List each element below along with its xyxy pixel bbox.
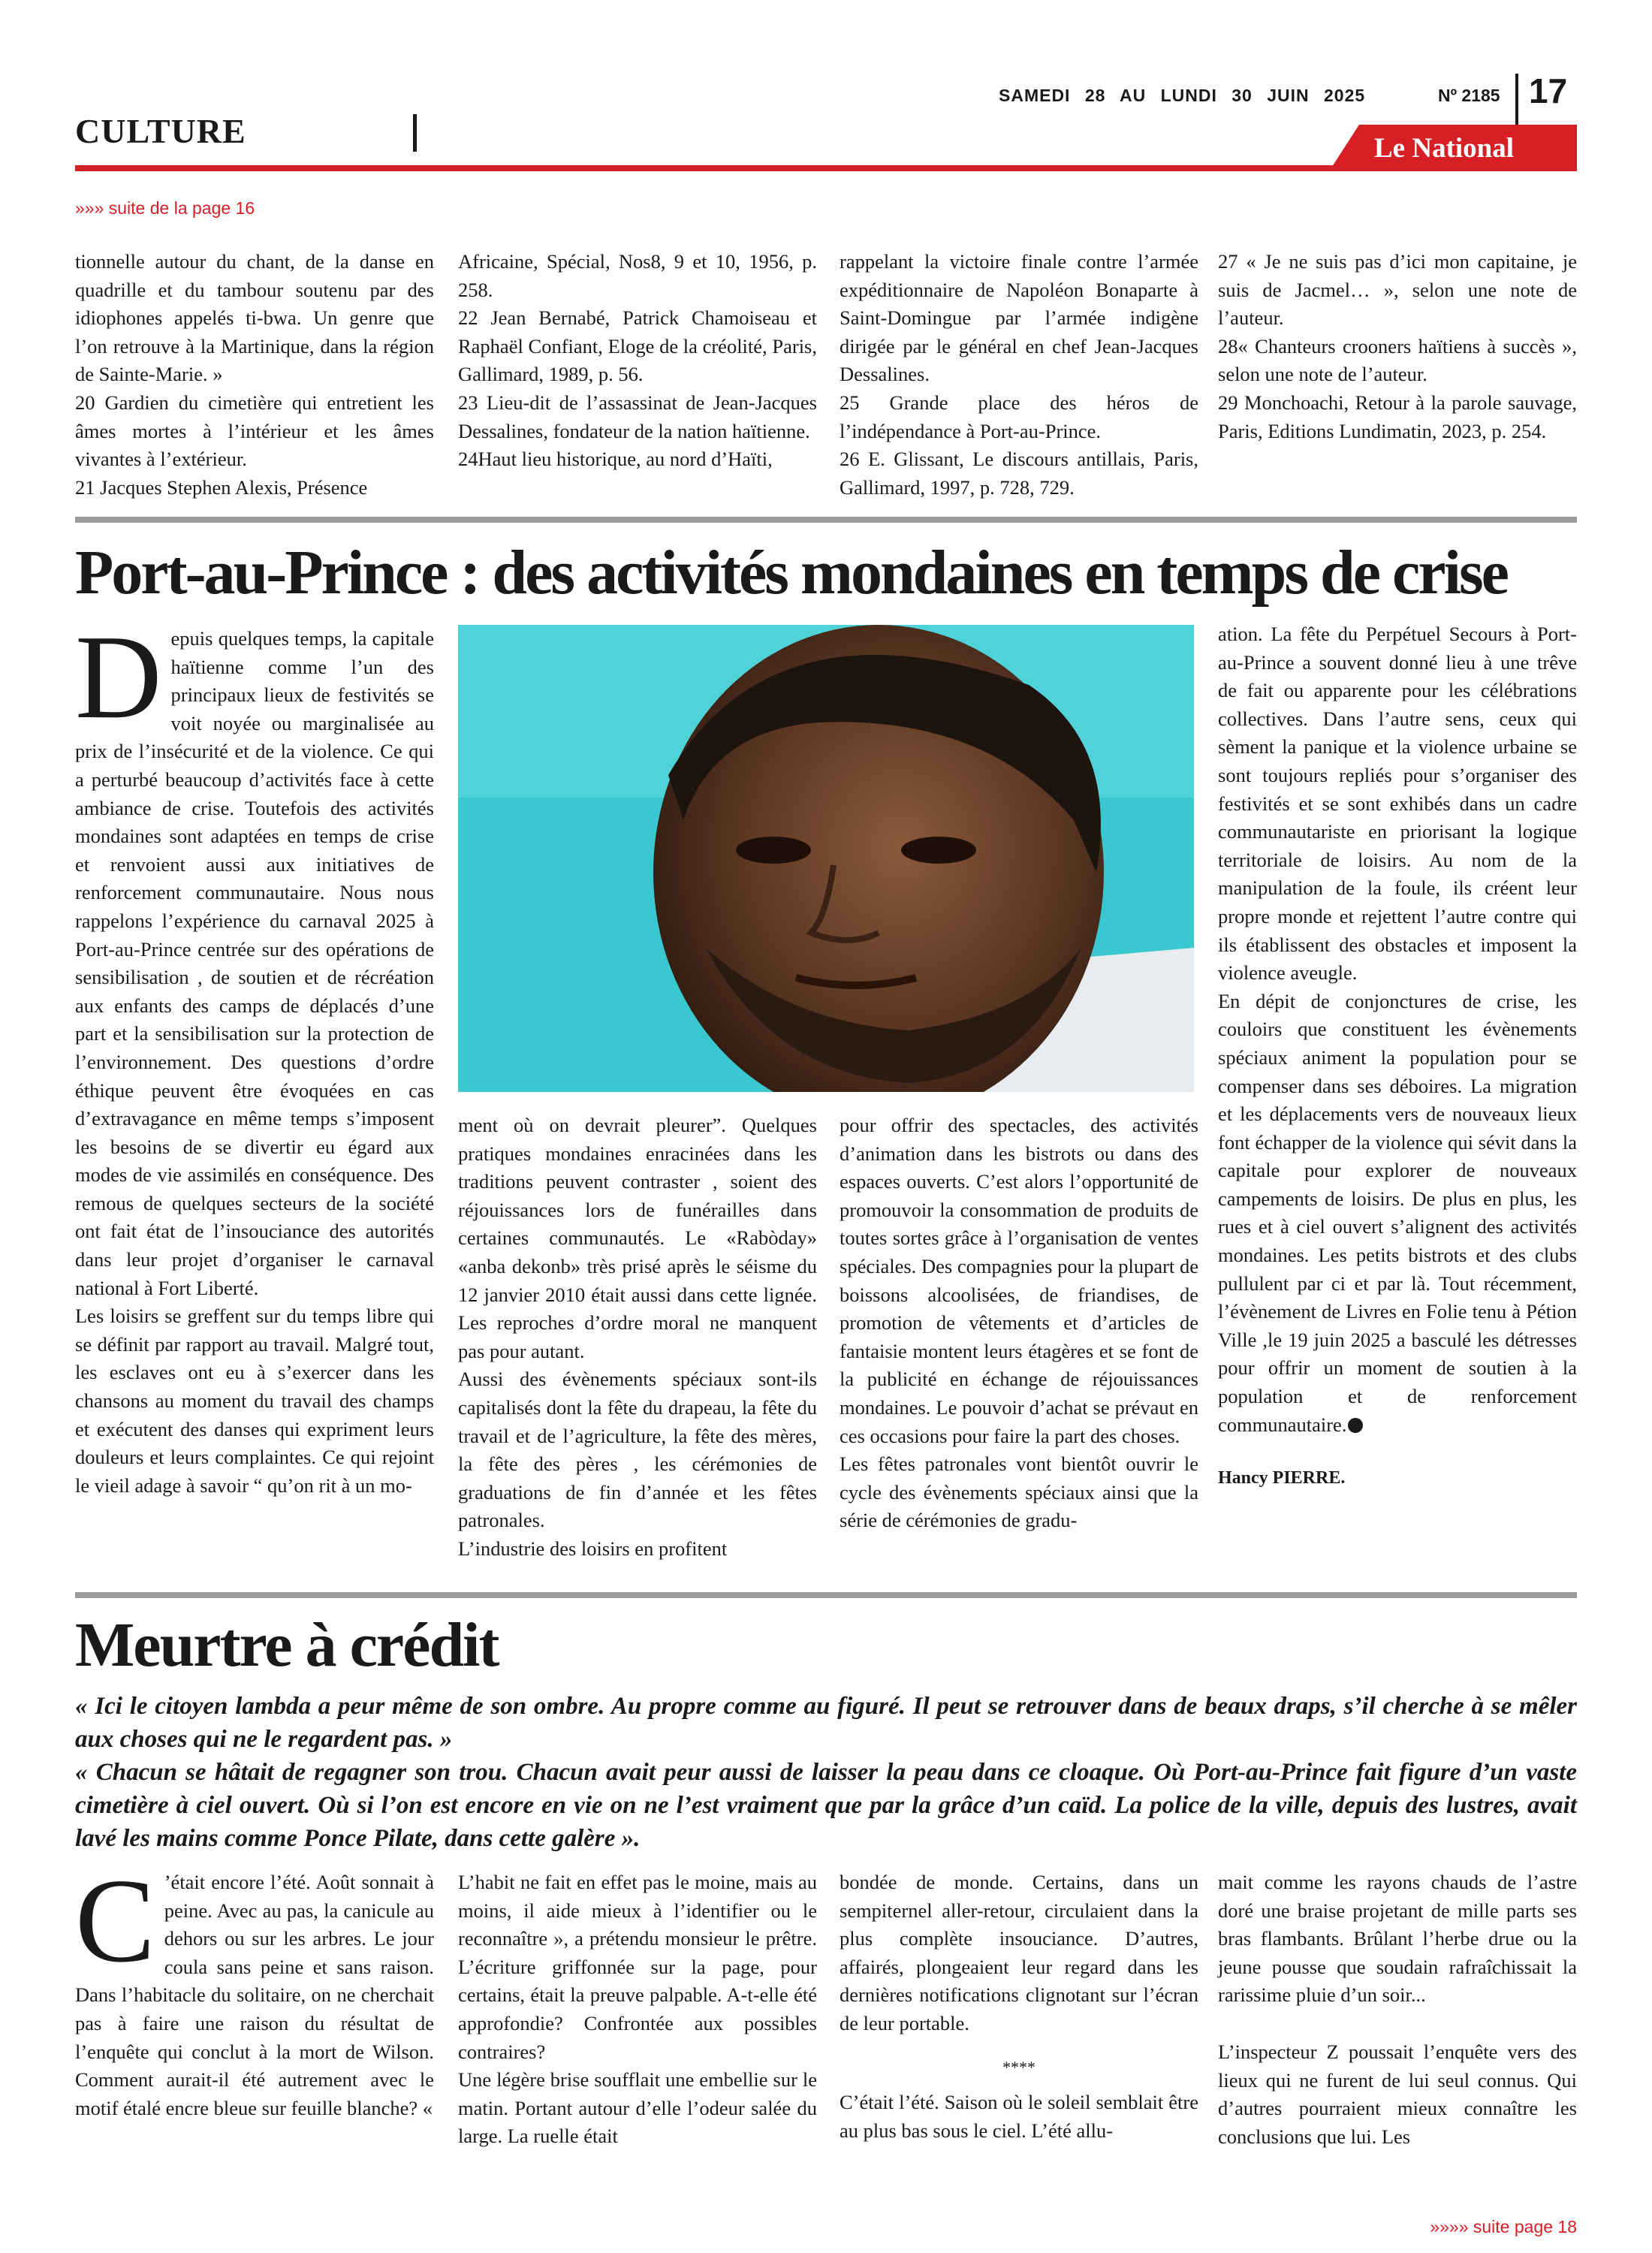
portrait-photo-image <box>458 625 1194 1092</box>
note-paragraph: 25 Grande place des héros de l’indépendance à Port-au-Prince. <box>840 391 1198 442</box>
portrait-photo <box>458 625 1194 1092</box>
article-paragraph: ’était encore l’été. Août sonnait à peine. Avec au pas, la canicule au dehors ou sur les arbres. Le jour coula sans peine et sans raison. Dans l’habitacle du solitaire, on ne cherchait pas à faire une raison du résultat de l’enquête qui conclut à la mort de Wilson. Comment aurait-il été autrement avec le motif étalé encre bleue sur feuille blanche? « <box>75 1871 434 2119</box>
article-paragraph: Aussi des évènements spéciaux sont-ils capitalisés dont la fête du drapeau, la fête du travail et de l’agriculture, la fête des mères, la fête des pères , les cérémonies de graduations de fin d’année et les fêtes patronales. <box>458 1368 817 1532</box>
article-paragraph: En dépit de conjonctures de crise, les couloirs que constituent les évènements spéciaux animent la population pour se compenser dans ses déboires. La migration et les déplacements vers de nouveaux lieux font échapper de la violence qui sévit dans la capitale pour explorer de nouveaux campements de loisirs. De plus en plus, les rues et à ciel ouvert s’alignent des activités mondaines. Les petits bistrots et des clubs pullulent par ci et par là. Tout récemment, l’évènement de Livres en Folie tenu à Pétion Ville ,le 19 juin 2025 a basculé les détresses pour offrir un moment de soutien à la population et de renforcement communautaire. <box>1218 989 1577 1436</box>
article-paragraph: epuis quelques temps, la capitale haïtienne comme l’un des principaux lieux de festivités se voit noyée ou marginalisée au prix de l’insécurité et de la violence. Ce qui a perturbé beaucoup d’activités face à cette ambiance de crise. Toutefois des activités mondaines sont adaptées en temps de crise et renvoient aussi aux initiatives de renforcement communautaire. Nous nous rappelons l’expérience du carnaval 2025 à Port-au-Prince centrée sur des opérations de sensibilisation , de soutien et de récréation aux enfants des camps de déplacés d’une part et la sensibilisation sur la protection de l’environnement. Des questions d’ordre éthique peuvent être évoquées en cas d’extravagance en même temps s’imposent les besoins de se divertir eu égard aux modes de vie assimilés en conséquence. Des remous de quelques secteurs de la société ont fait état de l’insouciance des autorités dans leur projet d’organiser le carnaval national à Fort Liberté. <box>75 627 434 1299</box>
article2-column-3 <box>840 1868 1198 2145</box>
article-paragraph: Une légère brise soufflait une embellie sur le matin. Portant autour d’elle l’odeur salée du large. La ruelle était <box>458 2068 817 2148</box>
continued-from-link[interactable]: »»» suite de la page 16 <box>75 198 255 218</box>
section-name: CULTURE <box>75 112 246 150</box>
article-paragraph: L’industrie des loisirs en profitent <box>458 1537 728 1560</box>
notes-column-4 <box>1218 248 1577 445</box>
article2-column-4 <box>1218 1868 1577 2151</box>
issue-number: Nº 2185 <box>1438 86 1500 105</box>
article-paragraph: Les fêtes patronales vont bientôt ouvrir le cycle des évènements spéciaux ainsi que la série de cérémonies de gradu- <box>840 1452 1198 1532</box>
section-break-stars: **** <box>1002 2057 1036 2077</box>
article-author: Hancy PIERRE. <box>1218 1468 1346 1488</box>
article1-column-3 <box>840 1111 1198 1535</box>
article-paragraph: pour offrir des spectacles, des activités d’animation dans les bistrots ou dans des espaces ouverts. C’est alors l’opportunité de promouvoir la consommation de produits de toutes sortes grâce à l’organisation de ventes spéciales. Des compagnies pour la plupart de boissons alcoolisées, de friandises, de promotion de vêtements et d’articles de fantaisie montent leurs étagères et se font de la publicité en échange de réjouissances mondaines. Le pouvoir d’achat se prévaut en ces occasions pour faire la part des choses. <box>840 1114 1198 1447</box>
lede-quote: « Ici le citoyen lambda a peur même de son ombre. Au propre comme au figuré. Il peut se retrouver dans de beaux draps, s’il cherche à se mêler aux choses qui ne le regardent pas. » <box>75 1693 1577 1753</box>
note-paragraph: 29 Monchoachi, Retour à la parole sauvage, Paris, Editions Lundimatin, 2023, p. 254. <box>1218 391 1577 442</box>
note-paragraph: 20 Gardien du cimetière qui entretient les âmes mortes à l’intérieur et les âmes vivantes à l’extérieur. <box>75 391 434 471</box>
article-lede <box>75 1690 1577 1855</box>
article-paragraph: C’était l’été. Saison où le soleil semblait être au plus bas sous le ciel. L’été allu- <box>840 2091 1198 2142</box>
section-separator-rule <box>75 517 1577 523</box>
note-paragraph: 23 Lieu-dit de l’assassinat de Jean-Jacques Dessalines, fondateur de la nation haïtienne. <box>458 391 817 442</box>
note-paragraph: 27 « Je ne suis pas d’ici mon capitaine, je suis de Jacmel… », selon une note de l’auteur. <box>1218 250 1577 330</box>
note-paragraph: tionnelle autour du chant, de la danse en quadrille et du tambour soutenu par des idiophones appelés ti-bwa. Un genre que l’on retrouve à la Martinique, dans la région de Sainte-Marie. » <box>75 250 434 386</box>
article-paragraph: ment où on devrait pleurer”. Quelques pratiques mondaines enracinées dans les traditions peuvent contraster , soient des réjouissances lors de funérailles dans certaines communautés. Le «Rabòday» «anba dekonb» très prisé après le séisme du 12 janvier 2010 était aussi dans cette lignée. Les reproches d’ordre moral ne manquent pas pour autant. <box>458 1114 817 1362</box>
drop-cap: C <box>75 1853 155 1987</box>
masthead-name: Le National <box>1374 133 1515 164</box>
note-paragraph: 28« Chanteurs crooners haïtiens à succès », selon une note de l’auteur. <box>1218 334 1577 386</box>
article-headline: Port-au-Prince : des activités mondaines en temps de crise <box>75 538 1507 608</box>
article2-column-2 <box>458 1868 817 2151</box>
note-paragraph: rappelant la victoire finale contre l’armée expéditionnaire de Napoléon Bonaparte à Saint-Domingue par l’armée indigène dirigée par le général en chef Jean-Jacques Dessalines. <box>840 250 1198 386</box>
notes-column-2 <box>458 248 817 474</box>
note-paragraph: Africaine, Spécial, Nos8, 9 et 10, 1956, p. 258. <box>458 250 817 301</box>
article1-column-1 <box>75 610 434 1500</box>
article1-column-2 <box>458 1111 817 1564</box>
page-number: 17 <box>1529 71 1568 110</box>
article-paragraph: bondée de monde. Certains, dans un sempiternel aller-retour, circulaient dans la plus complète insouciance. D’autres, affairés, plongeaient leur regard dans les dernières notifications clignotant sur l’écran de leur portable. <box>840 1871 1198 2034</box>
article2-column-1 <box>75 1853 434 2122</box>
note-paragraph: 22 Jean Bernabé, Patrick Chamoiseau et Raphaël Confiant, Eloge de la créolité, Paris, Gallimard, 1989, p. 56. <box>458 306 817 386</box>
article-paragraph: Les loisirs se greffent sur du temps libre qui se définit par rapport au travail. Malgré tout, les esclaves ont eu à s’exercer dans les chansons au moment du travail des champs et exécutent des danses qui expriment leurs douleurs et leurs complaintes. Ce qui rejoint le vieil adage à savoir “ qu’on rit à un mo- <box>75 1304 434 1497</box>
article1-column-4 <box>1218 620 1577 1493</box>
lede-quote: « Chacun se hâtait de regagner son trou. Chacun avait peur aussi de laisser la peau dans ce cloaque. Où Port-au-Prince fait figure d’un vaste cimetière à ciel ouvert. Où si l’on est encore en vie on ne l’est vraiment que par la grâce d’un caïd. La police de la ville, depuis des lustres, avait lavé les mains comme Ponce Pilate, dans cette galère ». <box>75 1759 1577 1852</box>
drop-cap: D <box>75 610 162 743</box>
end-of-article-icon <box>1348 1418 1363 1433</box>
article-paragraph: L’habit ne fait en effet pas le moine, mais au moins, il aide mieux à l’identifier ou le reconnaître », a prétendu monsieur le prêtre. L’écriture griffonnée sur la page, pour certains, était la preuve palpable. A-t-elle été approfondie? Confrontée aux possibles contraires? <box>458 1871 817 2063</box>
note-paragraph: 26 E. Glissant, Le discours antillais, Paris, Gallimard, 1997, p. 728, 729. <box>840 448 1198 499</box>
article-headline: Meurtre à crédit <box>75 1610 499 1680</box>
section-divider-bar <box>413 114 417 152</box>
note-paragraph: 24Haut lieu historique, au nord d’Haïti, <box>458 448 773 471</box>
article-paragraph: ation. La fête du Perpétuel Secours à Port-au-Prince a souvent donné lieu à une trêve de fait ou apparente pour les célébrations collectives. Dans l’autre sens, ceux qui sèment la panique et la violence urbaine se sont toujours repliés pour s’organiser des festivités et se sont exhibés dans un cadre communautariste en priorisant la logique territoriale de loisirs. Au nom de la manipulation de la foule, ils créent leur propre monde et rejettent l’autre contre qui ils établissent des obstacles et imposent la violence aveugle. <box>1218 623 1577 985</box>
issue-date: SAMEDI 28 AU LUNDI 30 JUIN 2025 <box>999 86 1366 105</box>
article-paragraph: L’inspecteur Z poussait l’enquête vers des lieux qui ne furent de lui seul connus. Qui d’autres pourraient mieux connaître les conclusions que lui. Les <box>1218 2040 1577 2148</box>
page-number-divider <box>1515 74 1518 128</box>
notes-column-1 <box>75 248 434 502</box>
note-paragraph: 21 Jacques Stephen Alexis, Présence <box>75 475 368 499</box>
article-paragraph: mait comme les rayons chauds de l’astre doré une braise projetant de mille parts ses bras flambants. Brûlant l’herbe drue ou la jeune pousse que soudain rafraîchissait la rarissime pluie d’un soir... <box>1218 1871 1577 2007</box>
continued-to-link[interactable]: »»»» suite page 18 <box>1430 2217 1577 2236</box>
notes-column-3 <box>840 248 1198 502</box>
section-separator-rule <box>75 1592 1577 1598</box>
